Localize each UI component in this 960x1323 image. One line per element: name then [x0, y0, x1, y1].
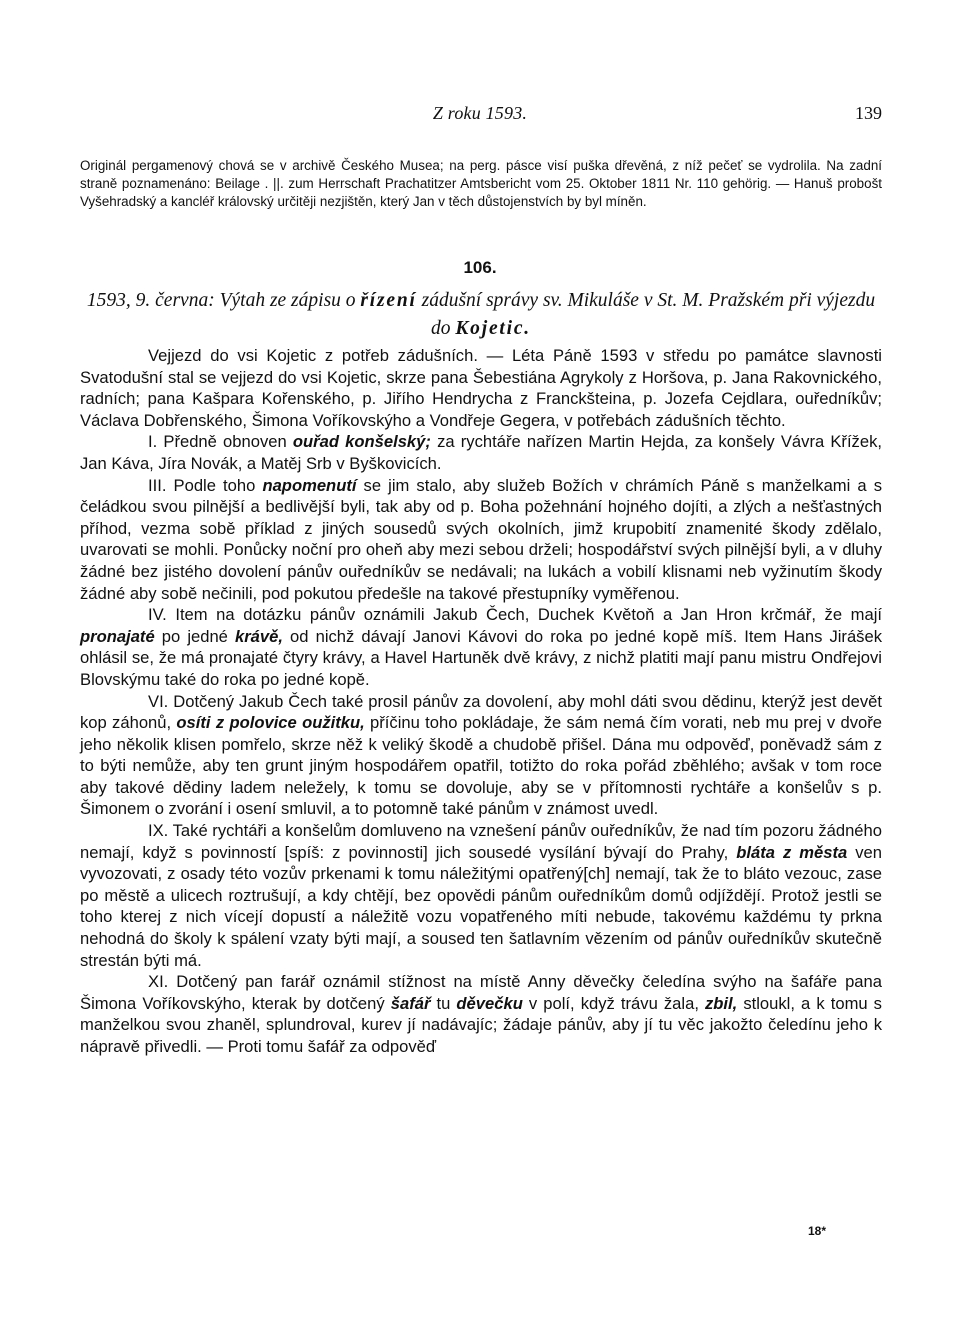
- paragraph-III: [80, 475, 882, 605]
- text-run: I. Předně obnoven: [148, 432, 293, 452]
- text-run: za rychtáře nařízen Martin Hejda, za konšely Vávra Křížek, Jan Káva, Jíra Novák, a Matěj Srb v Byškovicích.: [80, 432, 882, 473]
- text-run: v polí, když trávu žala,: [522, 993, 705, 1013]
- document-number: 106.: [463, 258, 497, 277]
- text-run: po jedné: [154, 626, 235, 646]
- document-body: [80, 345, 882, 1058]
- title-part: 1593, 9. června: Výtah ze zápisu o: [86, 290, 361, 311]
- archival-note: [80, 157, 882, 211]
- text-run: od nichž dávají Janovi Kávovi do roka po jedné kopě míš. Item Hans Jirášek ohlásil se, že má pronajaté čtyry krávy, a Havel Hartuněk dvě krávy, z nichž platiti mají panu mistru Ondřejovi Blovskýmu také do roka po jedné kopě.: [80, 626, 883, 689]
- text-run: tu: [430, 993, 457, 1013]
- page-number: 139: [855, 103, 882, 123]
- paragraph-XI: [80, 971, 882, 1057]
- text-run: stloukl, a k tomu s manželkou svou zhaněl, splundroval, kurev jí nadávajíc; žádaje pánův, aby jí tu věc jakožto čeledínu jeho k nápravě přivedli. — Proti tomu šafář za odpověď: [80, 993, 882, 1056]
- italic-term: krávě,: [235, 626, 283, 646]
- italic-term: ouřad konšelský;: [292, 432, 431, 452]
- signature-mark: 18*: [808, 1224, 827, 1238]
- text-run: se jim stalo, aby služeb Božích v chrámích Páně s manželkami a s čeládkou svou pilnější a bedlivější byli, tak aby od p. Boha požehnání hojného dojíti, a zlých a nešťastných příhod, vezma sobě příklad z jiných sousedů svých okolních, jimž krupobití znamenité škody zdělalo, uvarovati se mohli. Ponůcky noční pro oheň aby mezi sebou drželi; hospodářství svých pilnější byli, a v dluhy žádné bez jistého dovolení pánův ouředníkův se nedávali; na lukách a vobilí klisnami neb vyžinutím škody žádné aby sobě nečinili, pod pokutou předešle na takové přestupníky vyměřenou.: [80, 475, 883, 603]
- text-run: VI. Dotčený Jakub Čech také prosil pánův za dovolení, aby mohl dáti svou dědinu, kterýž jest devět kop záhonů,: [80, 691, 882, 733]
- paragraph-VI: [80, 691, 882, 821]
- text-run: ven vyvozovati, z osady této vozův prkenami k tomu náležitými opatřený[ch] nemají, tak že to bláto vezouc, zase po městě a ulicech roztrušují, a kdy chtějí, bez opovědi pánům ouředníkům domů odjíždějí. Protož jestli se toho kterej z nich vícejí dopustí a náležitě vozu vopatřeného míti nebude, takovému každému ty prkna nehodná do školy k spálení vzaty býti mají, a soused ten šatlavním vězením od pánův ouředníkův skutečně strestán býti má.: [80, 842, 882, 970]
- italic-term: zbil,: [705, 993, 738, 1013]
- running-title: Z roku 1593.: [432, 103, 528, 123]
- paragraph-IX: [80, 820, 882, 971]
- text-run: IV. Item na dotázku pánův oznámili Jakub Čech, Duchek Květoň a Jan Hron krčmář, že mají: [148, 605, 882, 625]
- italic-term: děvečku: [456, 993, 523, 1013]
- paragraph-IV: [80, 604, 882, 690]
- paragraph-I: [80, 431, 882, 474]
- paragraph-intro: Vejjezd do vsi Kojetic z potřeb zádušních. — Léta Páně 1593 v středu po památce slavnosti Svatodušní stal se vejjezd do vsi Kojetic, skrze pana Šebestiána Agrykoly z Horšova, p. Jana Rakovnického, radních; pana Kašpara Kořenského, p. Jiřího Hendrycha z Franckšteina, p. Jozefa Cejdlara, ouředníkův; Václava Dobřenského, Šimona Voříkovskýho a Vondřeje Gegera, v potřebách zádušních těchto.: [80, 346, 882, 430]
- title-emphasis: řízení: [360, 290, 417, 311]
- italic-term: šafář: [390, 993, 431, 1013]
- text-run: příčinu toho pokládaje, že sám nemá čím vorati, neb mu prej v dvoře jeho několik klisen pomřelo, skrze něž k veliký škodě a chudobě přišel. Dána mu odpověď, poněvadž sám z to býti nemůže, aby ten grunt jiným hospodářem opatřil, totižto do roka pořád zběhlého; avšak v tom roce aby takové dědiny ladem neležely, k tomu se dovoluje, aby se v přítomnosti rychtáře a konšelův s p. Šimonem o zvorání i osení smluvil, a to potomně také pánům v známost uvedl.: [80, 713, 883, 819]
- archival-note-text: Originál pergamenový chová se v archivě Českého Musea; na perg. pásce visí puška dřevěná, z níž pečeť se vydrolila. Na zadní straně poznamenáno: Beilage . ||. zum Herrschaft Prachatitzer Amtsbericht vom 25. Oktober 1811 Nr. 110 gehörig. — Hanuš probošt Vyšehradský a kancléř královský určitěji nezjištěn, který Jan v těch důstojenstvích by byl míněn.: [80, 158, 882, 209]
- title-part: zádušní správy sv. Mikuláše v St. M. Pražském při výjezdu do: [416, 290, 876, 339]
- italic-term: pronajaté: [80, 626, 155, 646]
- italic-term: osíti z polovice oužitku,: [176, 713, 365, 733]
- italic-term: bláta z města: [736, 842, 848, 862]
- document-title: [80, 287, 882, 343]
- page-header: [78, 101, 882, 131]
- italic-term: napomenutí: [262, 475, 357, 495]
- text-run: XI. Dotčený pan farář oznámil stížnost na místě Anny děvečky čeledína svýho na šafáře pana Šimona Voříkovskýho, kterak by dotčený: [80, 972, 882, 1013]
- text-run: IX. Také rychtáři a konšelům domluveno na vznešení pánův ouředníkův, že nad tím pozoru žádného nemají, když s povinností [spíš: z povinnosti] jich sousedé vysílání bývají do Prahy,: [80, 821, 882, 862]
- text-run: III. Podle toho: [148, 475, 263, 495]
- title-place: Kojetic.: [455, 318, 531, 339]
